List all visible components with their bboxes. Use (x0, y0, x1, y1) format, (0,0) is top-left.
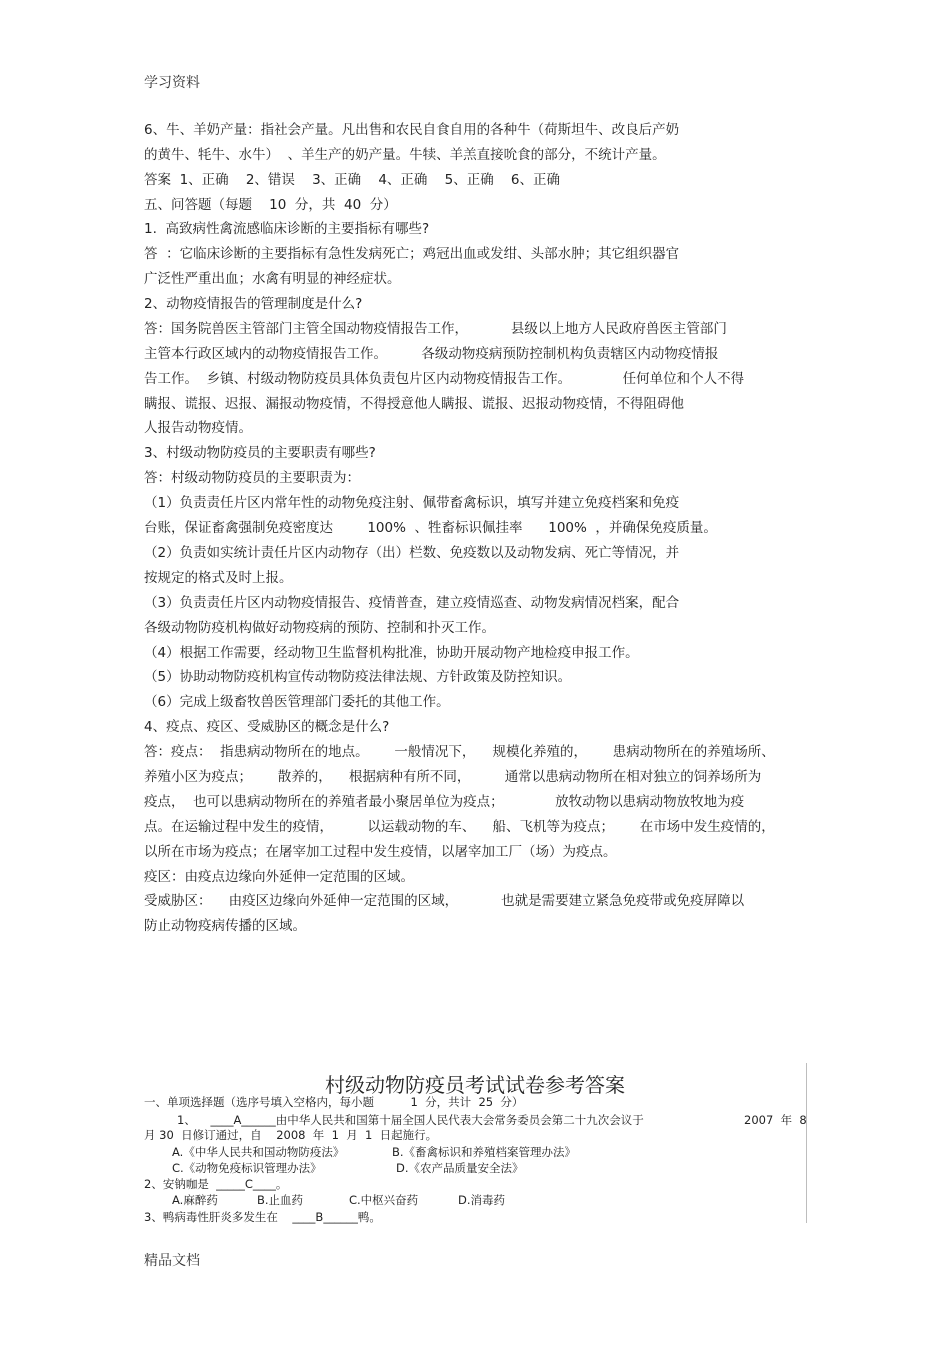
text-line: （3）负责责任片区内动物疫情报告、疫情普查，建立疫情巡查、动物发病情况档案，配合 (144, 595, 680, 611)
text-line: 人报告动物疫情。 (144, 420, 252, 436)
text-line: 的黄牛、牦牛、水牛） 、羊生产的奶产量。牛犊、羊羔直接吮食的部分，不统计产量。 (144, 147, 666, 163)
exam-answer-section (144, 1063, 807, 1223)
option-d: D.消毒药 (458, 1193, 506, 1207)
text-line: （5）协助动物防疫机构宣传动物防疫法律法规、方针政策及防控知识。 (144, 669, 572, 685)
text-line: 月 30 日修订通过，自 2008 年 1 月 1 日起施行。 (144, 1128, 438, 1142)
question-1-date: 2007 年 8 (744, 1113, 807, 1127)
option-a: A.《中华人民共和国动物防疫法》 (172, 1145, 345, 1159)
text-line: 6、牛、羊奶产量：指社会产量。凡出售和农民自食自用的各种牛（荷斯坦牛、改良后产奶 (144, 122, 680, 138)
question-1: 1. 高致病性禽流感临床诊断的主要指标有哪些? (144, 221, 430, 237)
option-c: C.中枢兴奋药 (349, 1193, 419, 1207)
text-line: 主管本行政区域内的动物疫情报告工作。 各级动物疫病预防控制机构负责辖区内动物疫情报 (144, 346, 719, 362)
text-line: 疫点， 也可以患病动物所在的养殖者最小聚居单位为疫点； 放牧动物以患病动物放牧地为疫 (144, 794, 745, 810)
text-line: 告工作。 乡镇、村级动物防疫员具体负责包片区内动物疫情报告工作。 任何单位和个人不得 (144, 371, 745, 387)
question-4: 4、疫点、疫区、受威胁区的概念是什么? (144, 719, 390, 735)
question-2: 2、动物疫情报告的管理制度是什么? (144, 296, 363, 312)
text-line: 按规定的格式及时上报。 (144, 570, 293, 586)
question-3: 3、村级动物防疫员的主要职责有哪些? (144, 445, 376, 461)
exam-title: 村级动物防疫员考试试卷参考答案 (325, 1073, 625, 1097)
text-line: 答：疫点： 指患病动物所在的地点。 一般情况下， 规模化养殖的， 患病动物所在的养殖场所、 (144, 744, 775, 760)
option-a: A.麻醉药 (172, 1193, 218, 1207)
option-b: B.《畜禽标识和养殖档案管理办法》 (392, 1145, 577, 1159)
text-line: 疫区：由疫点边缘向外延伸一定范围的区域。 (144, 869, 414, 885)
text-line: 广泛性严重出血；水禽有明显的神经症状。 (144, 271, 401, 287)
text-line: （1）负责责任片区内常年性的动物免疫注射、佩带畜禽标识，填写并建立免疫档案和免疫 (144, 495, 680, 511)
question-2: 2、安钠咖是 _____C____。 (144, 1177, 288, 1191)
section-heading: 五、问答题（每题 10 分，共 40 分） (144, 197, 397, 213)
text-line: 瞒报、谎报、迟报、漏报动物疫情，不得授意他人瞒报、谎报、迟报动物疫情，不得阻碍他 (144, 396, 684, 412)
text-line: 以所在市场为疫点；在屠宰加工过程中发生疫情，以屠宰加工厂（场）为疫点。 (144, 844, 617, 860)
text-line: （4）根据工作需要，经动物卫生监督机构批准，协助开展动物产地检疫申报工作。 (144, 645, 639, 661)
text-line: 答 ：它临床诊断的主要指标有急性发病死亡；鸡冠出血或发绀、头部水肿；其它组织器官 (144, 246, 680, 262)
text-line: 防止动物疫病传播的区域。 (144, 918, 306, 934)
text-line: 答案 1、正确 2、错误 3、正确 4、正确 5、正确 6、正确 (144, 172, 560, 188)
page-footer: 精品文档 (144, 1253, 200, 1269)
page-header: 学习资料 (144, 75, 200, 91)
section-heading: 一、单项选择题（选序号填入空格内，每小题 1 分，共计 25 分） (144, 1095, 524, 1109)
text-line: 答：村级动物防疫员的主要职责为： (144, 470, 360, 486)
text-line: 点。在运输过程中发生的疫情， 以运载动物的车、 船、飞机等为疫点； 在市场中发生疫情的， (144, 819, 775, 835)
text-line: 养殖小区为疫点； 散养的， 根据病种有所不同， 通常以患病动物所在相对独立的饲养场所为 (144, 769, 762, 785)
question-1: 1、 ____A______由中华人民共和国第十届全国人民代表大会常务委员会第二十九次会议于 (177, 1113, 644, 1127)
text-line: 各级动物防疫机构做好动物疫病的预防、控制和扑灭工作。 (144, 620, 495, 636)
question-3: 3、鸭病毒性肝炎多发生在 ____B______鸭。 (144, 1210, 381, 1224)
text-line: （2）负责如实统计责任片区内动物存（出）栏数、免疫数以及动物发病、死亡等情况，并 (144, 545, 680, 561)
text-line: 答：国务院兽医主管部门主管全国动物疫情报告工作， 县级以上地方人民政府兽医主管部门 (144, 321, 727, 337)
option-d: D.《农产品质量安全法》 (396, 1161, 524, 1175)
text-line: 台账，保证畜禽强制免疫密度达 100% 、牲畜标识佩挂率 100% ，并确保免疫质量。 (144, 520, 717, 536)
option-b: B.止血药 (257, 1193, 304, 1207)
text-line: 受威胁区： 由疫区边缘向外延伸一定范围的区域， 也就是需要建立紧急免疫带或免疫屏障以 (144, 893, 745, 909)
text-line: （6）完成上级畜牧兽医管理部门委托的其他工作。 (144, 694, 450, 710)
option-c: C.《动物免疫标识管理办法》 (172, 1161, 322, 1175)
